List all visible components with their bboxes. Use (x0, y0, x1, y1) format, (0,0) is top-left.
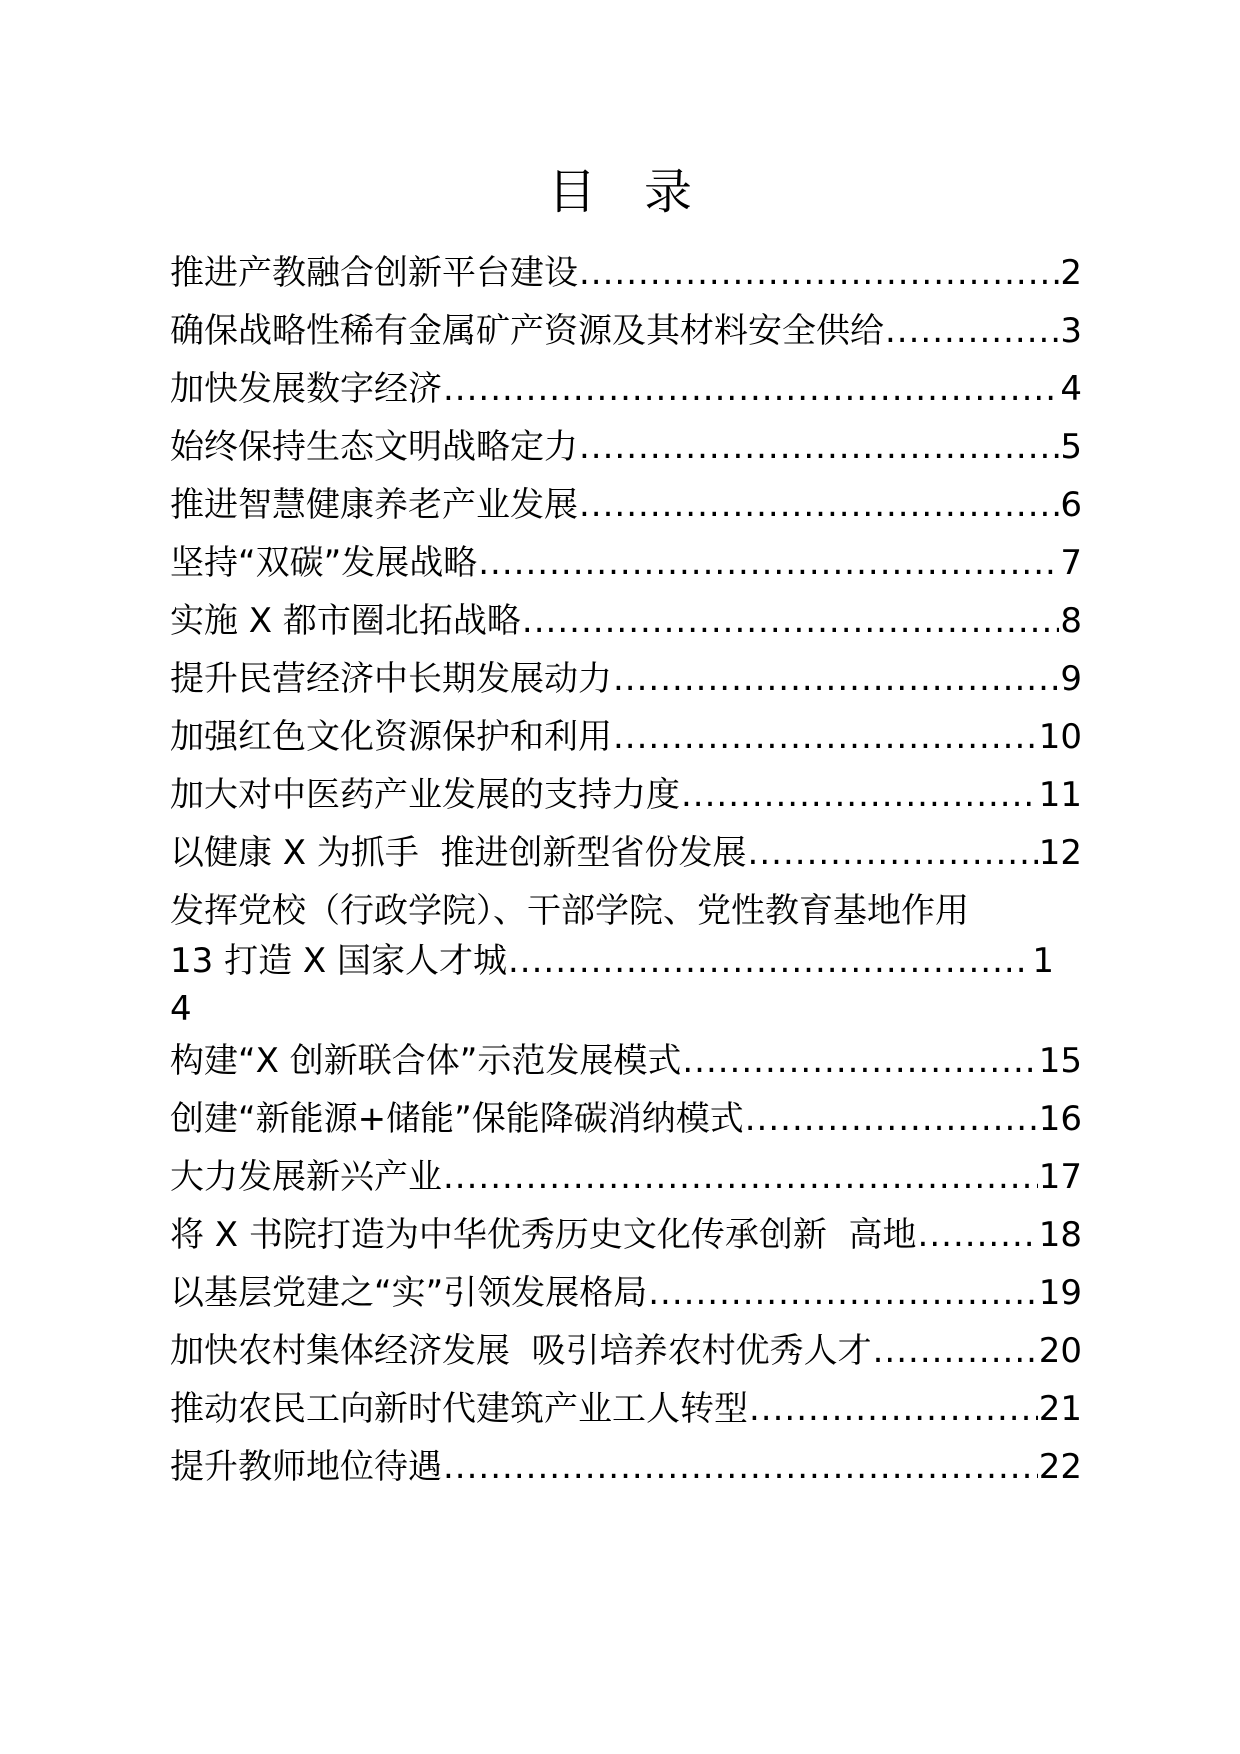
toc-entry-wrapped (170, 886, 1082, 1032)
toc-entry-label: 提升民营经济中长期发展动力 (170, 659, 612, 699)
toc-wrapped-line-1 (170, 886, 1082, 936)
dot-leader (918, 1206, 1038, 1264)
toc-entry-page: 18 (1038, 1215, 1082, 1255)
toc-entry-label: 以健康 X 为抓手 推进创新型省份发展 (170, 833, 747, 873)
toc-entry-page: 9 (1060, 659, 1082, 699)
toc-entry (170, 534, 1082, 592)
dot-leader (613, 708, 1038, 766)
toc-entry-label: 提升教师地位待遇 (170, 1447, 442, 1487)
toc-entry-label: 加强红色文化资源保护和利用 (170, 717, 612, 757)
dot-leader (682, 1032, 1037, 1090)
toc-entry-page: 8 (1060, 601, 1082, 641)
dot-leader (648, 1264, 1038, 1322)
toc-wrapped-line-3 (170, 986, 1082, 1032)
dot-leader (443, 1148, 1038, 1206)
toc-entry-label: 将 X 书院打造为中华优秀历史文化传承创新 高地 (170, 1215, 917, 1255)
toc-entry-label: 加大对中医药产业发展的支持力度 (170, 775, 680, 815)
toc-entry (170, 1148, 1082, 1206)
toc-entry-page: 5 (1060, 427, 1082, 467)
dot-leader (873, 1322, 1038, 1380)
toc-entry-label: 实施 X 都市圈北拓战略 (170, 601, 521, 641)
toc-entry (170, 1206, 1082, 1264)
dot-leader (443, 360, 1059, 418)
dot-leader (478, 534, 1059, 592)
dot-leader (885, 302, 1059, 360)
dot-leader (508, 936, 1031, 986)
dot-leader (749, 1380, 1038, 1438)
dot-leader (579, 476, 1059, 534)
dot-leader (579, 418, 1059, 476)
toc-entry-label: 13 打造 X 国家人才城 (170, 941, 507, 981)
toc-entry-page: 3 (1060, 311, 1082, 351)
toc-entry-page: 2 (1060, 253, 1082, 293)
dot-leader (745, 1090, 1038, 1148)
toc-entry (170, 1090, 1082, 1148)
toc-wrapped-line-2 (170, 936, 1082, 986)
toc-entry-page: 1 (1032, 941, 1054, 981)
toc-entry-page: 4 (1060, 369, 1082, 409)
toc-entry-label: 大力发展新兴产业 (170, 1157, 442, 1197)
toc-entry (170, 1264, 1082, 1322)
dot-leader (681, 766, 1038, 824)
toc-entry-page: 15 (1038, 1041, 1082, 1081)
toc-entry (170, 592, 1082, 650)
toc-entry (170, 302, 1082, 360)
toc-entry (170, 1032, 1082, 1090)
toc-entry-label: 始终保持生态文明战略定力 (170, 427, 578, 467)
toc-entry-page: 10 (1038, 717, 1082, 757)
toc-entry (170, 1322, 1082, 1380)
toc-entry-label: 确保战略性稀有金属矿产资源及其材料安全供给 (170, 311, 884, 351)
toc-entry-label: 以基层党建之“实”引领发展格局 (170, 1273, 648, 1313)
toc-entry-page: 17 (1038, 1157, 1082, 1197)
toc-entry (170, 708, 1082, 766)
toc-entry-label: 坚持“双碳”发展战略 (170, 543, 478, 583)
toc-entry (170, 244, 1082, 302)
toc-entry-page: 20 (1038, 1331, 1082, 1371)
toc-entry-page: 19 (1038, 1273, 1082, 1313)
toc-entry (170, 360, 1082, 418)
toc-entry (170, 766, 1082, 824)
page-title (0, 160, 1240, 224)
toc-entry-label: 构建“X 创新联合体”示范发展模式 (170, 1041, 682, 1081)
toc-entry (170, 1380, 1082, 1438)
toc-entry (170, 418, 1082, 476)
toc-entry-label: 推动农民工向新时代建筑产业工人转型 (170, 1389, 748, 1429)
toc-entry-page: 22 (1038, 1447, 1082, 1487)
title-char-1: 目 (547, 164, 596, 220)
toc-entry-label: 创建“新能源+储能”保能降碳消纳模式 (170, 1099, 744, 1139)
toc-entry-page: 16 (1038, 1099, 1082, 1139)
toc-entry-label: 加快发展数字经济 (170, 369, 442, 409)
toc-entry-label: 推进智慧健康养老产业发展 (170, 485, 578, 525)
toc-entry (170, 824, 1082, 882)
toc-entry-label: 发挥党校（行政学院）、干部学院、党性教育基地作用 (170, 891, 969, 931)
toc-entry (170, 650, 1082, 708)
title-char-2: 录 (644, 164, 693, 220)
dot-leader (579, 244, 1059, 302)
toc-entry-page: 7 (1060, 543, 1082, 583)
toc-entry (170, 476, 1082, 534)
toc-entry-page: 12 (1038, 833, 1082, 873)
toc-entry (170, 1438, 1082, 1496)
toc-entry-page: 21 (1038, 1389, 1082, 1429)
dot-leader (748, 824, 1038, 882)
toc-entry-page: 11 (1038, 775, 1082, 815)
dot-leader (443, 1438, 1038, 1496)
toc-entry-label: 加快农村集体经济发展 吸引培养农村优秀人才 (170, 1331, 872, 1371)
toc-list (170, 244, 1082, 1496)
toc-entry-label: 推进产教融合创新平台建设 (170, 253, 578, 293)
dot-leader (613, 650, 1059, 708)
toc-entry-page-continued: 4 (170, 989, 192, 1029)
dot-leader (522, 592, 1059, 650)
toc-entry-page: 6 (1060, 485, 1082, 525)
